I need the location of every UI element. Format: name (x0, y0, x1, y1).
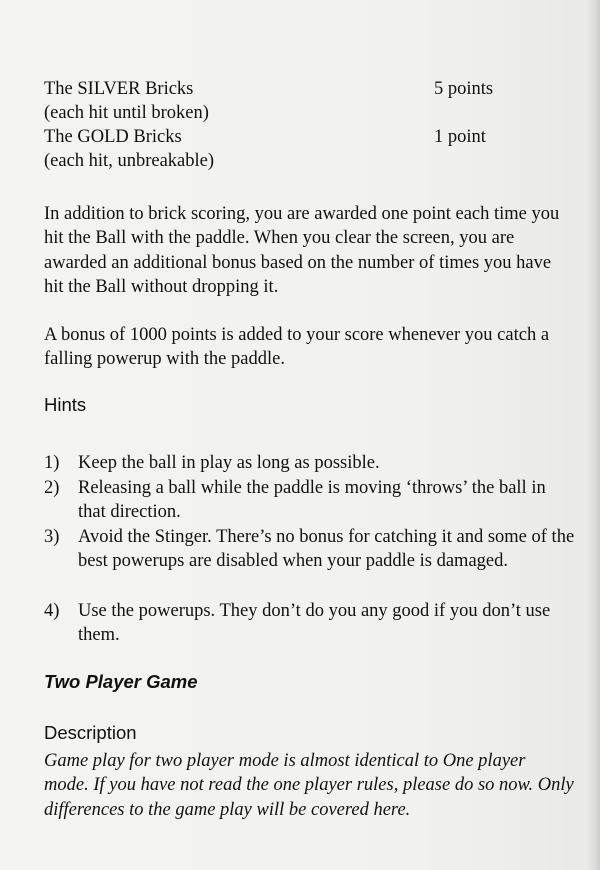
gold-bricks-note: (each hit, unbreakable) (44, 151, 215, 171)
description-heading: Description (44, 722, 137, 743)
silver-bricks-label: The SILVER Bricks (44, 79, 194, 99)
page-edge-shadow (586, 0, 600, 870)
hint-item (44, 476, 576, 525)
hint-text: Keep the ball in play as long as possible. (78, 453, 380, 473)
scoring-paragraph: In addition to brick scoring, you are awarded one point each time you hit the Ball with the paddle. When you clear the screen, you are awarded an additional bonus based on the number of times you have hit the Ball without dropping it. (44, 204, 560, 298)
two-player-title: Two Player Game (44, 671, 198, 692)
hint-text: Avoid the Stinger. There’s no bonus for catching it and some of the best powerups are disabled when your paddle is damaged. (78, 527, 575, 572)
gold-bricks-points: 1 point (434, 127, 486, 147)
hint-text: Releasing a ball while the paddle is moving ‘throws’ the ball in that direction. (78, 478, 546, 523)
hints-heading: Hints (44, 394, 87, 415)
hint-item (44, 599, 576, 648)
description-text: Game play for two player mode is almost identical to One player mode. If you have not read the one player rules, please do so now. Only differences to the game play will be covered here. (44, 751, 574, 820)
gold-bricks-label: The GOLD Bricks (44, 127, 182, 147)
hint-text: Use the powerups. They don’t do you any good if you don’t use them. (78, 601, 551, 646)
hint-number: 1) (44, 453, 60, 473)
bonus-paragraph: A bonus of 1000 points is added to your score whenever you catch a falling powerup with the paddle. (44, 325, 550, 370)
hint-number: 3) (44, 527, 60, 547)
hint-number: 2) (44, 478, 60, 498)
silver-bricks-points: 5 points (434, 79, 494, 99)
hint-item (44, 525, 576, 574)
silver-bricks-note: (each hit until broken) (44, 103, 209, 123)
hint-item (44, 451, 576, 475)
hint-number: 4) (44, 601, 60, 621)
